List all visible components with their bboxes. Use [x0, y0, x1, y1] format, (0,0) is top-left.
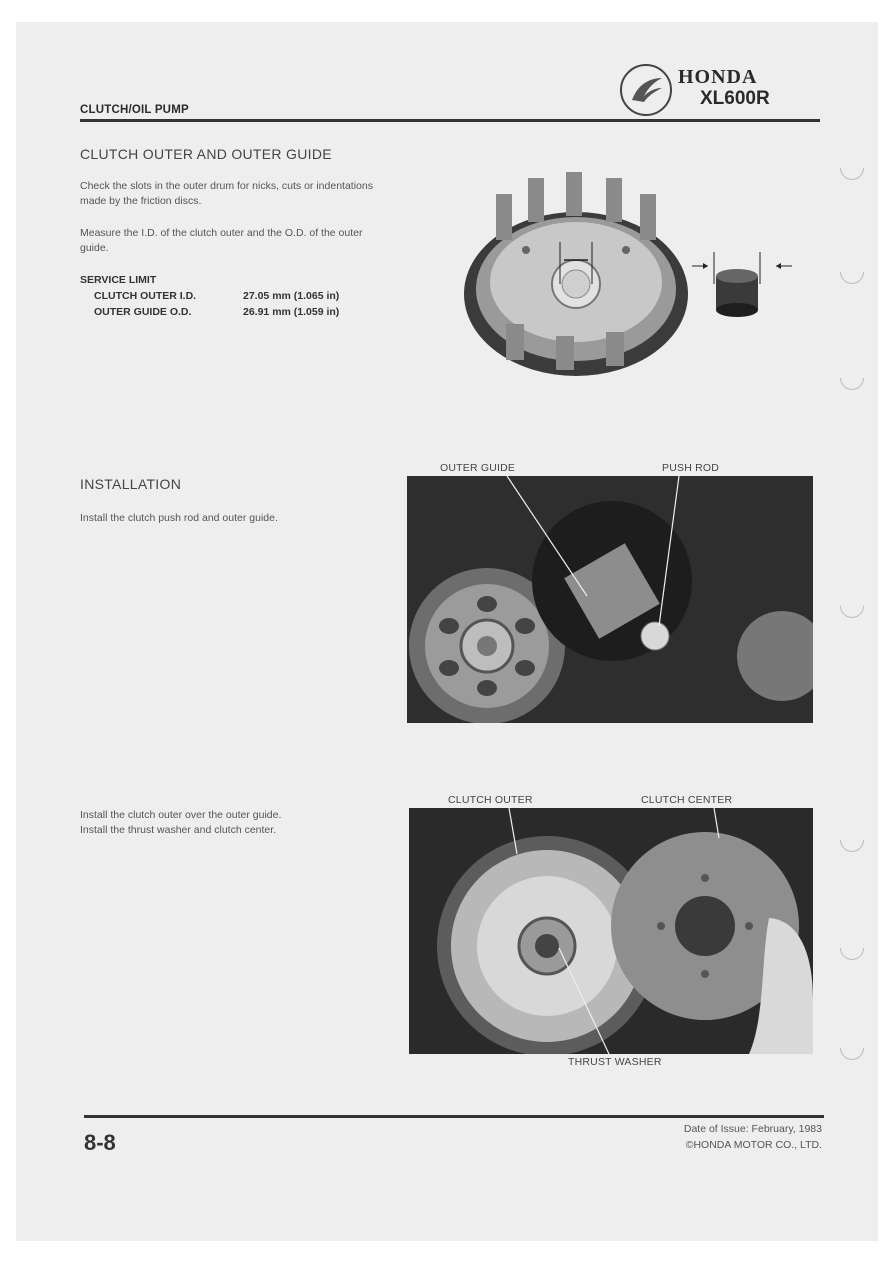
binder-hole	[835, 361, 869, 395]
clutch-assembly-photo	[409, 808, 813, 1054]
copyright: ©HONDA MOTOR CO., LTD.	[685, 1139, 822, 1151]
install-outer-line-2: Install the thrust washer and clutch center.	[80, 824, 277, 836]
issue-date: Date of Issue: February, 1983	[683, 1123, 822, 1135]
spec-label-outer-id: CLUTCH OUTER I.D.	[94, 290, 197, 302]
label-clutch-outer: CLUTCH OUTER	[448, 794, 533, 806]
binder-hole	[835, 151, 869, 185]
honda-wing-logo	[620, 64, 672, 116]
spec-value-guide-od: 26.91 mm (1.059 in)	[243, 306, 340, 318]
outer-para-1: Check the slots in the outer drum for nicks, cuts or indentations made by the friction discs.	[80, 180, 373, 207]
installation-photo	[407, 476, 813, 723]
binder-hole	[835, 823, 869, 857]
outer-para-2: Measure the I.D. of the clutch outer and the O.D. of the outer guide.	[80, 227, 363, 254]
clutch-outer-photo	[456, 164, 696, 384]
label-clutch-center: CLUTCH CENTER	[641, 794, 733, 806]
manual-page	[16, 22, 878, 1241]
binder-hole	[835, 255, 869, 289]
outer-guide-photo	[692, 244, 792, 334]
installation-para: Install the clutch push rod and outer guide.	[80, 512, 278, 524]
header-rule	[80, 119, 820, 122]
brand-name: HONDA	[678, 66, 758, 88]
page-number: 8-8	[84, 1130, 116, 1155]
outer-heading: CLUTCH OUTER AND OUTER GUIDE	[80, 146, 332, 162]
spec-value-outer-id: 27.05 mm (1.065 in)	[243, 290, 340, 302]
label-push-rod: PUSH ROD	[662, 462, 720, 474]
footer-rule	[84, 1115, 824, 1118]
installation-heading: INSTALLATION	[80, 476, 182, 492]
label-outer-guide: OUTER GUIDE	[440, 462, 516, 474]
service-limit-label: SERVICE LIMIT	[80, 274, 157, 286]
spec-label-guide-od: OUTER GUIDE O.D.	[94, 306, 192, 318]
footer-info	[576, 1121, 822, 1153]
model-name: XL600R	[700, 88, 770, 109]
section-title: CLUTCH/OIL PUMP	[80, 104, 189, 116]
binder-hole	[835, 1031, 869, 1065]
binder-hole	[835, 931, 869, 965]
binder-hole	[835, 589, 869, 623]
install-outer-line-1: Install the clutch outer over the outer guide.	[80, 809, 282, 821]
label-thrust-washer: THRUST WASHER	[568, 1056, 662, 1068]
